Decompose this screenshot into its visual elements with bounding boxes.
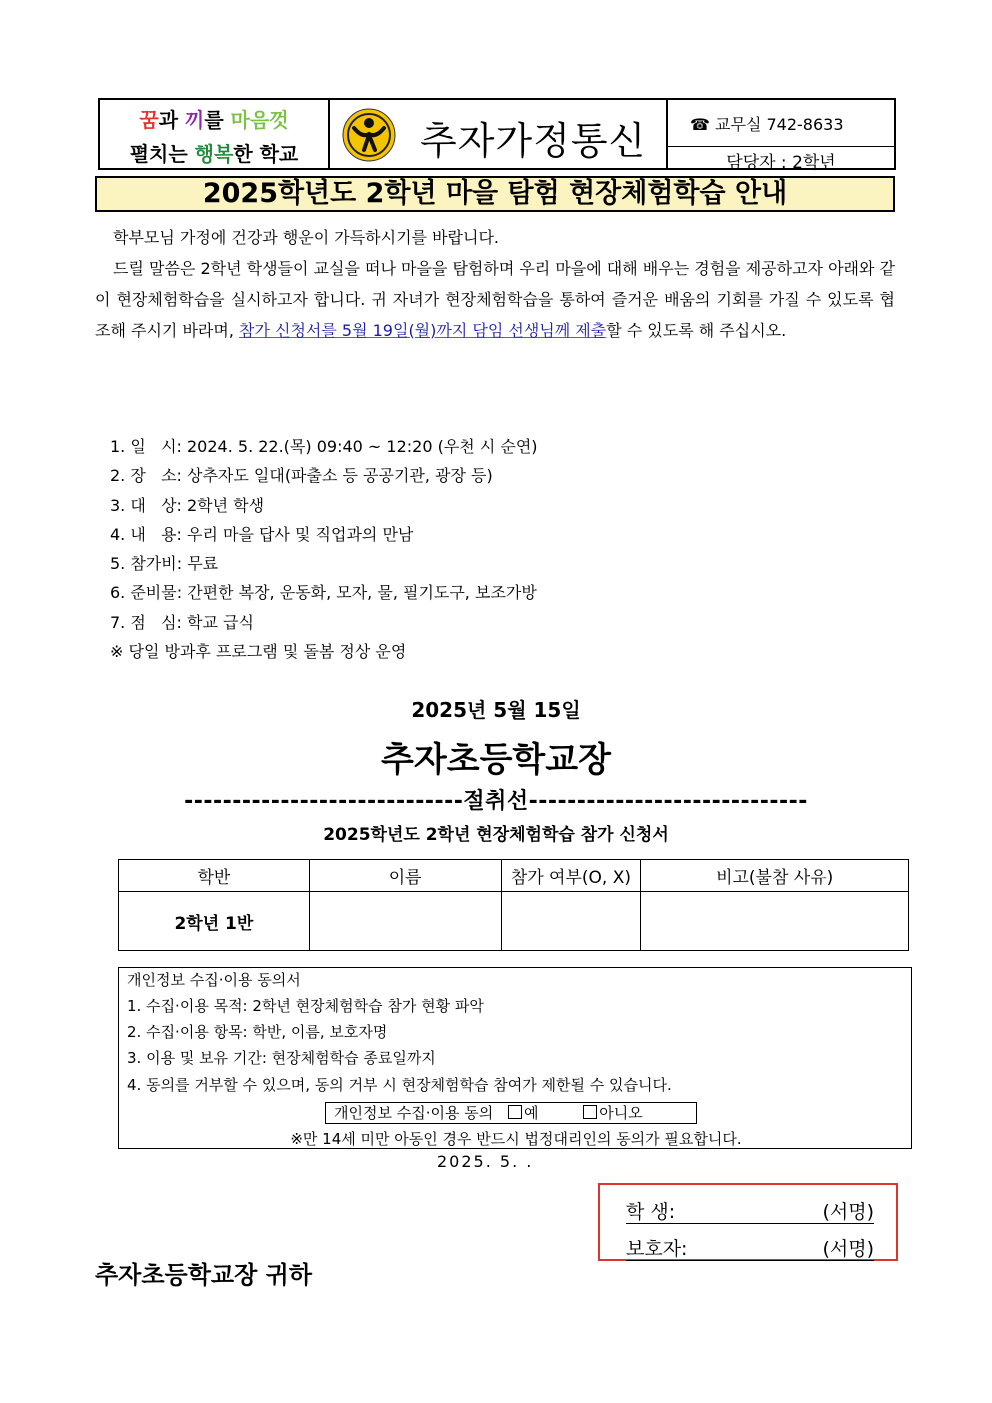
consent-choice bbox=[325, 1102, 697, 1124]
slogan-line-1 bbox=[100, 104, 328, 133]
slogan-segment: 마음껏 bbox=[230, 108, 289, 132]
application-table bbox=[118, 859, 909, 951]
greeting: 학부모님 가정에 건강과 행운이 가득하시기를 바랍니다. bbox=[113, 228, 500, 247]
consent-yes-checkbox[interactable] bbox=[508, 1105, 522, 1119]
school-slogan-cell bbox=[100, 100, 330, 168]
cell-remarks-input[interactable] bbox=[641, 892, 909, 951]
student-label: 학 생: bbox=[626, 1201, 676, 1223]
slogan-segment: 를 bbox=[204, 108, 231, 132]
list-item: 6. 준비물: 간편한 복장, 운동화, 모자, 물, 필기도구, 보조가방 bbox=[110, 583, 537, 603]
consent-item: 4. 동의를 거부할 수 있으며, 동의 거부 시 현장체험학습 참여가 제한될 수 있습니다. bbox=[127, 1076, 672, 1094]
slogan-segment: 행복 bbox=[194, 142, 234, 166]
signing-date: 2025. 5. . bbox=[437, 1152, 534, 1171]
issue-date: 2025년 5월 15일 bbox=[411, 698, 581, 722]
intro-body-text: 드릴 말씀은 2학년 학생들이 교실을 떠나 마을을 탐험하며 우리 마을에 대해 배우는 경험을 제공하고자 아래와 같이 현장체험학습을 실시하고자 합니다. 귀 자녀가 현장체험학습을 통하여 즐거운 배움의 기회를 가질 수 있도록 협조해 주시기 바라며, bbox=[95, 259, 895, 340]
signature-box bbox=[598, 1183, 898, 1261]
privacy-consent-box bbox=[118, 967, 912, 1149]
signature-mark: (서명) bbox=[822, 1201, 874, 1223]
telephone-icon: ☎ bbox=[690, 115, 710, 134]
consent-item: 2. 수집·이용 항목: 학반, 이름, 보호자명 bbox=[127, 1023, 388, 1041]
list-item: ※ 당일 방과후 프로그램 및 돌봄 정상 운영 bbox=[110, 642, 407, 662]
form-title: 2025학년도 2학년 현장체험학습 참가 신청서 bbox=[323, 825, 669, 845]
newsletter-title-cell bbox=[330, 100, 668, 168]
cut-line: -----------------------------절취선----------------------------- bbox=[184, 789, 808, 814]
list-item: 3. 대 상: 2학년 학생 bbox=[110, 495, 265, 515]
intro-body bbox=[95, 253, 895, 346]
slogan-segment: 끼 bbox=[185, 108, 205, 132]
cell-name-input[interactable] bbox=[309, 892, 501, 951]
list-item: 1. 일 시: 2024. 5. 22.(목) 09:40 ~ 12:20 (우천 시 순연) bbox=[110, 437, 538, 456]
consent-yes-label: 예 bbox=[524, 1104, 539, 1122]
consent-item: 1. 수집·이용 목적: 2학년 현장체험학습 참가 현황 파악 bbox=[127, 997, 484, 1015]
divider bbox=[668, 146, 894, 147]
page-title: 2025학년도 2학년 마을 탐험 현장체험학습 안내 bbox=[95, 176, 895, 212]
slogan-segment: 과 bbox=[158, 108, 186, 132]
slogan-segment: 한 학교 bbox=[233, 142, 299, 166]
consent-no-label: 아니오 bbox=[599, 1104, 643, 1122]
phone-info bbox=[690, 112, 844, 135]
header-participation: 참가 여부(O, X) bbox=[501, 860, 641, 892]
cell-participation-input[interactable] bbox=[501, 892, 641, 951]
consent-choice-label: 개인정보 수집·이용 동의 bbox=[334, 1104, 494, 1122]
manager-info: 담당자 : 2학년 bbox=[726, 153, 836, 173]
guardian-signature-line[interactable] bbox=[626, 1234, 874, 1261]
list-item: 5. 참가비: 무료 bbox=[110, 554, 219, 574]
slogan-segment: 꿈 bbox=[139, 108, 159, 132]
consent-no-checkbox[interactable] bbox=[583, 1105, 597, 1119]
student-signature-line[interactable] bbox=[626, 1197, 874, 1224]
header-class: 학반 bbox=[119, 860, 310, 892]
cell-class: 2학년 1반 bbox=[119, 892, 310, 951]
intro-body-end: 할 수 있도록 해 주십시오. bbox=[606, 321, 787, 340]
list-item: 7. 점 심: 학교 급식 bbox=[110, 612, 254, 632]
header-remarks: 비고(불참 사유) bbox=[641, 860, 909, 892]
table-header-row bbox=[119, 860, 909, 892]
list-item: 2. 장 소: 상추자도 일대(파출소 등 공공기관, 광장 등) bbox=[110, 466, 493, 486]
contact-cell bbox=[668, 100, 894, 173]
table-row bbox=[119, 892, 909, 951]
addressee: 추자초등학교장 귀하 bbox=[95, 1261, 313, 1289]
event-details-list bbox=[110, 432, 538, 666]
phone-number: 교무실 742-8633 bbox=[715, 115, 844, 134]
signature-mark: (서명) bbox=[822, 1238, 874, 1260]
consent-note: ※만 14세 미만 아동인 경우 반드시 법정대리인의 동의가 필요합니다. bbox=[290, 1130, 742, 1148]
principal-name: 추자초등학교장 bbox=[381, 740, 611, 780]
newsletter-title: 추자가정통신 bbox=[420, 119, 647, 163]
submission-deadline: 참가 신청서를 5월 19일(월)까지 담임 선생님께 제출 bbox=[239, 321, 607, 340]
list-item: 4. 내 용: 우리 마을 답사 및 직업과의 만남 bbox=[110, 524, 414, 544]
slogan-segment: 펼치는 bbox=[129, 142, 195, 166]
consent-title: 개인정보 수집·이용 동의서 bbox=[127, 971, 301, 989]
guardian-label: 보호자: bbox=[626, 1238, 688, 1260]
header-name: 이름 bbox=[309, 860, 501, 892]
slogan-line-2 bbox=[100, 138, 328, 167]
consent-item: 3. 이용 및 보유 기간: 현장체험학습 종료일까지 bbox=[127, 1049, 436, 1067]
school-emblem-icon bbox=[342, 108, 396, 162]
newsletter-header bbox=[98, 98, 896, 173]
